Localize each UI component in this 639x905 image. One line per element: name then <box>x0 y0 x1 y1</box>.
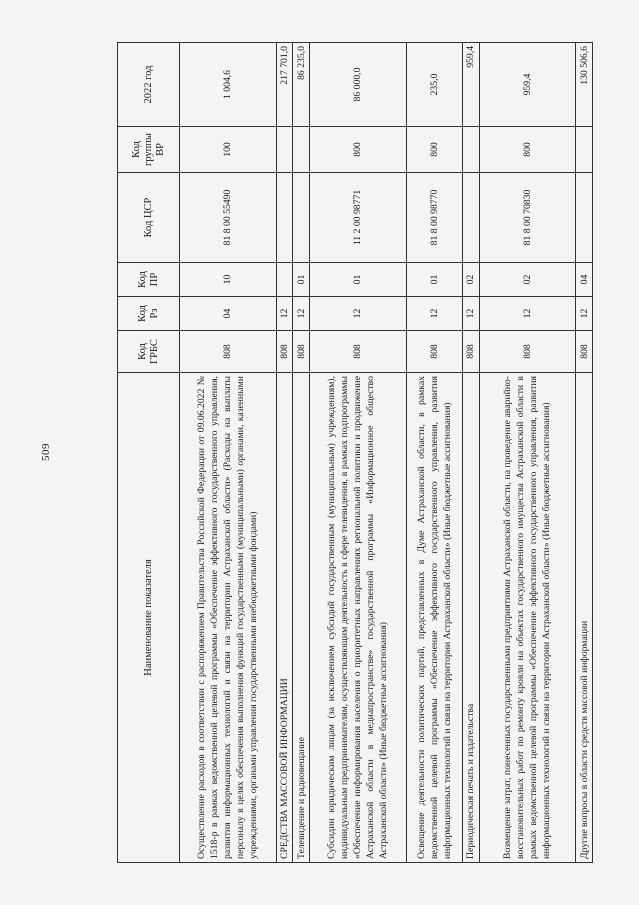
cell-vr: 800 <box>310 127 407 173</box>
cell-grbs: 808 <box>293 331 310 373</box>
cell-name: Освещение деятельности политических партий, представленных в Думе Астраханской области, в рамках ведомственной целевой программы «Обеспечение эффективного государственного управления, развития информационных технологий и связи на территории Астраханской области» (Иные бюджетные ассигнования) <box>406 373 462 863</box>
cell-amount: 959,4 <box>462 43 479 127</box>
cell-vr: 100 <box>180 127 277 173</box>
cell-csr <box>576 173 593 263</box>
cell-pr: 01 <box>293 263 310 297</box>
cell-rz: 12 <box>406 297 462 331</box>
cell-csr <box>293 173 310 263</box>
table-row <box>479 43 576 863</box>
cell-grbs: 808 <box>276 331 293 373</box>
header-csr: Код ЦСР <box>118 173 180 263</box>
cell-amount: 959,4 <box>479 43 576 127</box>
cell-rz: 04 <box>180 297 277 331</box>
cell-rz: 12 <box>310 297 407 331</box>
cell-name: СРЕДСТВА МАССОВОЙ ИНФОРМАЦИИ <box>276 373 293 863</box>
cell-vr: 800 <box>406 127 462 173</box>
cell-csr: 81 8 00 55490 <box>180 173 277 263</box>
table-row <box>406 43 462 863</box>
table-row <box>180 43 277 863</box>
cell-csr <box>462 173 479 263</box>
cell-grbs: 808 <box>479 331 576 373</box>
cell-rz: 12 <box>576 297 593 331</box>
cell-rz: 12 <box>293 297 310 331</box>
cell-name: Периодическая печать и издательства <box>462 373 479 863</box>
cell-pr: 10 <box>180 263 277 297</box>
header-row <box>118 43 180 863</box>
header-year: 2022 год <box>118 43 180 127</box>
cell-vr <box>576 127 593 173</box>
header-pr: Код ПР <box>118 263 180 297</box>
cell-amount: 86 000,0 <box>310 43 407 127</box>
header-name: Наименование показателя <box>118 373 180 863</box>
header-rz: Код Рз <box>118 297 180 331</box>
table-row <box>576 43 593 863</box>
cell-pr: 01 <box>310 263 407 297</box>
cell-name: Возмещение затрат, понесенных государственными предприятиями Астраханской области, на проведение аварийно-восстановительных работ по ремонту кровли на объектах государственного имущества Астраханской области в рамках ведомственной целевой программы «Обеспечение эффективного государственного управления, развития информационных технологий и связи на территории Астраханской области» (Иные бюджетные ассигнования) <box>479 373 576 863</box>
cell-csr: 81 8 00 70830 <box>479 173 576 263</box>
cell-name: Осуществление расходов в соответствии с распоряжением Правительства Российской Федерации от 09.06.2022 № 1518-р в рамках ведомственной целевой программы «Обеспечение эффективного государственного управления, развития информационных технологий и связи на территории Астраханской области» (Расходы на выплаты персоналу в целях обеспечения выполнения функций государственными (муниципальными) органами, казенными учреждениями, органами управления государственными внебюджетными фондами) <box>180 373 277 863</box>
cell-amount: 1 004,6 <box>180 43 277 127</box>
cell-pr: 02 <box>462 263 479 297</box>
cell-amount: 235,0 <box>406 43 462 127</box>
cell-grbs: 808 <box>576 331 593 373</box>
cell-vr <box>276 127 293 173</box>
cell-pr: 02 <box>479 263 576 297</box>
cell-csr <box>276 173 293 263</box>
cell-rz: 12 <box>462 297 479 331</box>
header-vr: Код группы ВР <box>118 127 180 173</box>
cell-grbs: 808 <box>406 331 462 373</box>
cell-rz: 12 <box>276 297 293 331</box>
cell-name: Телевидение и радиовещание <box>293 373 310 863</box>
header-grbs: Код ГРБС <box>118 331 180 373</box>
cell-csr: 11 2 00 98771 <box>310 173 407 263</box>
table-row <box>276 43 293 863</box>
table-row <box>310 43 407 863</box>
cell-csr: 81 8 00 98770 <box>406 173 462 263</box>
cell-pr: 04 <box>576 263 593 297</box>
cell-grbs: 808 <box>310 331 407 373</box>
cell-name: Субсидии юридическим лицам (за исключением субсидий государственным (муниципальным) учреждениям), индивидуальным предпринимателям, осуществляющим деятельность в сфере телевидения, в рамках подпрограммы «Обеспечение информирования населения о приоритетных направлениях региональной политики и продвижение Астраханской области в медиапространстве» государственной программы «Информационное общество Астраханской области» (Иные бюджетные ассигнования) <box>310 373 407 863</box>
cell-pr: 01 <box>406 263 462 297</box>
cell-amount: 217 701,0 <box>276 43 293 127</box>
table-row <box>462 43 479 863</box>
cell-rz: 12 <box>479 297 576 331</box>
cell-vr: 800 <box>479 127 576 173</box>
cell-amount: 130 506,6 <box>576 43 593 127</box>
cell-vr <box>462 127 479 173</box>
budget-table <box>117 42 593 863</box>
cell-grbs: 808 <box>462 331 479 373</box>
cell-pr <box>276 263 293 297</box>
rotated-table-wrapper <box>117 43 593 863</box>
cell-vr <box>293 127 310 173</box>
cell-name: Другие вопросы в области средств массовой информации <box>576 373 593 863</box>
cell-amount: 86 235,0 <box>293 43 310 127</box>
table-row <box>293 43 310 863</box>
cell-grbs: 808 <box>180 331 277 373</box>
page-number: 509 <box>40 443 52 461</box>
